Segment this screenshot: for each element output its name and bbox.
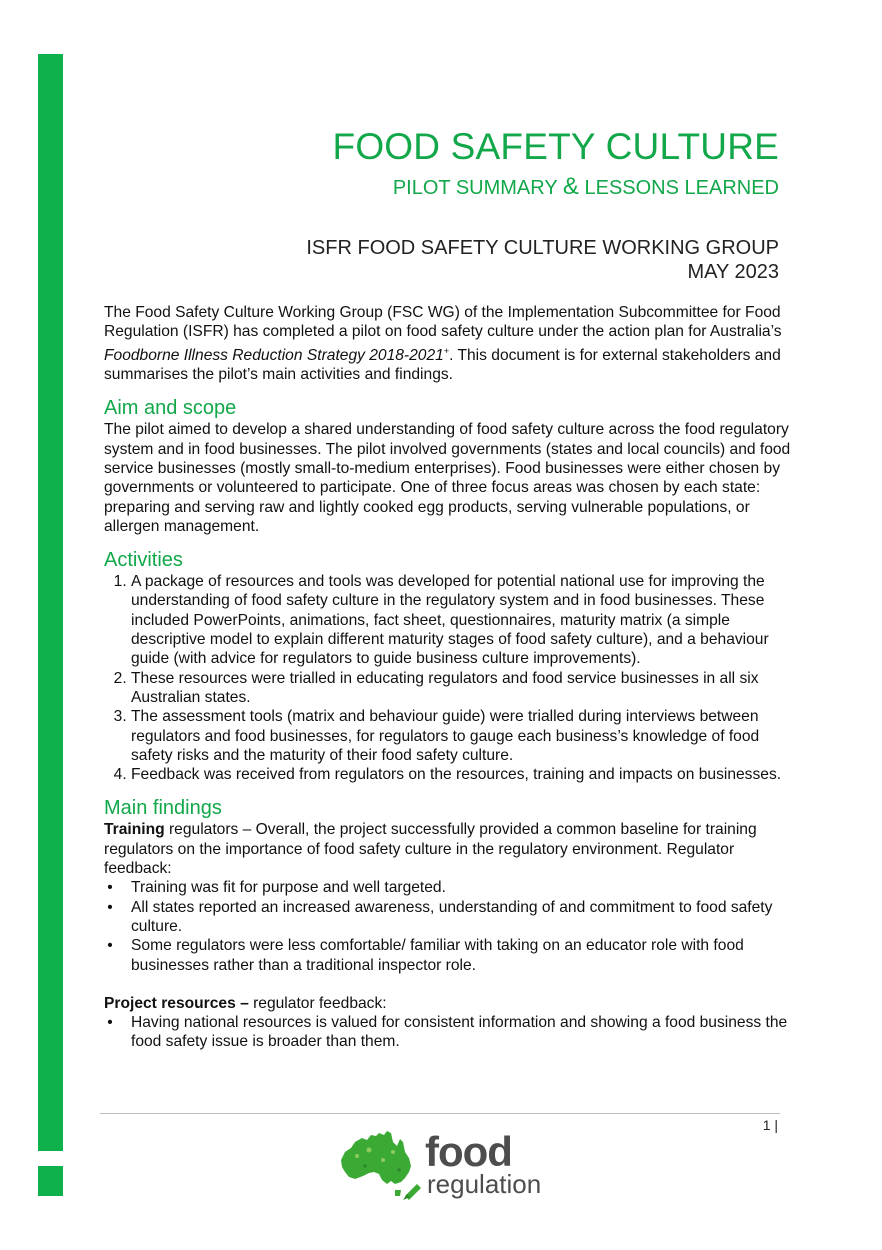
left-accent-bar-footer [38,1166,63,1196]
intro-text-end: . This document is for external stakeholders and summarises the pilot’s main activities and findings. [104,346,781,384]
activities-heading: Activities [104,549,183,572]
subtitle-part-2: LESSONS LEARNED [578,177,779,199]
footer-divider [100,1113,780,1114]
logo-word-regulation: regulation [427,1169,542,1199]
training-text: regulators – Overall, the project successfully provided a common baseline for training regulators on the importance of food safety culture in the regulatory environment. Regulator feedback: [104,821,757,878]
list-item: 3. The assessment tools (matrix and behaviour guide) were trialled during interviews between regulators and food businesses, for regulators to gauge each business’s knowledge of food safety risks and the maturity of their food safety culture. [131,707,794,765]
list-item: • Training was fit for purpose and well targeted. [131,878,794,897]
strategy-title: Foodborne Illness Reduction Strategy 2018-2021 [104,346,444,364]
resources-label: Project resources – [104,994,249,1012]
strategy-footnote-mark: + [443,345,450,356]
working-group-name: ISFR FOOD SAFETY CULTURE WORKING GROUP [306,237,779,259]
activities-list [104,572,794,784]
training-label: Training [104,821,165,839]
resources-text: regulator feedback: [248,994,387,1012]
training-paragraph [104,820,794,878]
intro-text-start: The Food Safety Culture Working Group (FSC WG) of the Implementation Subcommittee for Food Regulation (ISFR) has completed a pilot on food safety culture under the action plan for Australia’s [104,304,782,341]
list-item: 2. These resources were trialled in educating regulators and food service businesses in all six Australian states. [131,669,794,708]
document-body [104,303,794,1052]
subtitle-part-1: PILOT SUMMARY [392,177,563,199]
aim-heading: Aim and scope [104,397,237,420]
left-accent-bar [38,54,63,1151]
aim-paragraph: The pilot aimed to develop a shared understanding of food safety culture across the food regulatory system and in food businesses. The pilot involved governments (states and local councils) and food service businesses (mostly small-to-medium enterprises). Food businesses were either chosen by governments or volunteered to participate. One of three focus areas was chosen by each state: preparing and serving raw and lightly cooked egg products, serving vulnerable populations, or allergen management. [104,421,791,535]
logo-word-food: food [425,1128,512,1175]
subtitle-ampersand: & [562,173,579,200]
australia-map-icon [335,1130,425,1202]
list-item: • Having national resources is valued for consistent information and showing a food business the food safety issue is broader than them. [131,1013,794,1052]
resources-bullets [104,1013,794,1052]
document-title: FOOD SAFETY CULTURE [332,126,779,167]
intro-paragraph [104,303,794,384]
resources-paragraph [104,994,794,1013]
list-item: 4. Feedback was received from regulators on the resources, training and impacts on businesses. [131,765,794,784]
document-subtitle [393,173,779,201]
publication-date: MAY 2023 [687,261,779,283]
training-bullets [104,878,794,974]
food-regulation-logo [335,1128,595,1204]
list-item: • All states reported an increased awareness, understanding of and commitment to food safety culture. [131,898,794,937]
list-item: • Some regulators were less comfortable/ familiar with taking on an educator role with food businesses rather than a traditional inspector role. [131,936,794,975]
page-number: 1 | [762,1117,778,1133]
list-item: 1. A package of resources and tools was developed for potential national use for improving the understanding of food safety culture in the regulatory system and in food businesses. These included PowerPoints, animations, fact sheet, questionnaires, maturity matrix (a simple descriptive model to explain different maturity stages of food safety culture), and a behaviour guide (with advice for regulators to guide business culture improvements). [131,572,794,668]
findings-heading: Main findings [104,797,222,820]
